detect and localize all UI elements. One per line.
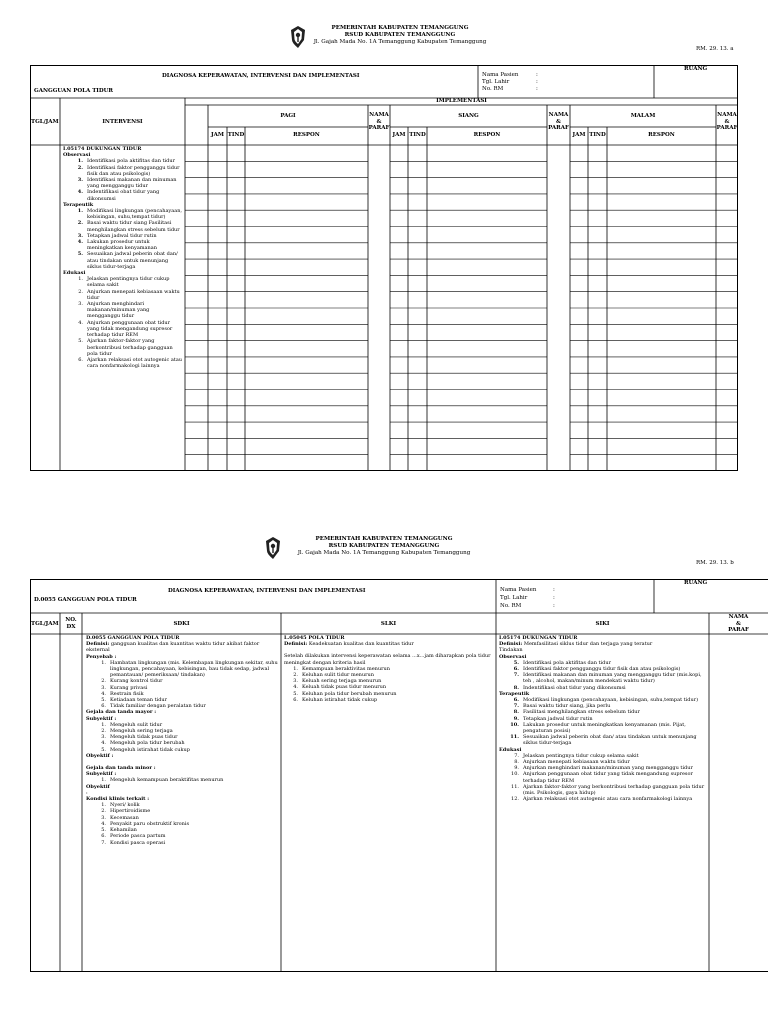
list-item-number: 4.	[101, 820, 106, 827]
slki-definition: Definisi: Keadekuatan kualitas dan kuantitas tidur	[284, 641, 414, 648]
list-item	[499, 672, 706, 684]
list-item-text: Keluah sering terjaga menurun	[302, 678, 382, 685]
col-nama-paraf-b: NAMA & PARAF	[728, 614, 749, 634]
list-item-text: Anjurkan penggunaan obat tidur yang tidak mengandung supresor terhadap tidur REM	[87, 319, 173, 339]
siki-observasi-heading: Observasi	[499, 653, 527, 660]
list-item-text: Kehamilan	[110, 827, 137, 834]
form-a-diagnosis: GANGGUAN POLA TIDUR	[34, 88, 114, 94]
col-no-dx: NO. DX	[65, 617, 77, 630]
list-item-text: Nyeri/ kolik	[110, 802, 140, 809]
list-item-number: 1.	[78, 276, 83, 283]
list-item-text: Fasilitasi menghilangkan stress sebelum tidur	[523, 709, 640, 716]
medical-record-colon-b: :	[553, 603, 555, 609]
birth-date-label: Tgl. Lahir	[482, 79, 510, 85]
list-item-number: 4.	[77, 239, 83, 246]
sdki-definition: Definisi: gangguan kualitas dan kuantitas waktu tidur akibat faktor eksternal	[86, 641, 260, 654]
list-item-number: 12.	[511, 796, 519, 803]
list-item-number: 7.	[513, 672, 519, 679]
list-item-text: Lakukan prosedur untuk meningkatkan kenyamanan	[87, 239, 157, 252]
list-item-number: 6.	[101, 703, 106, 710]
siang-tind: TIND	[409, 132, 426, 138]
list-item-text: Penyakit paru obstruktif kronis	[110, 820, 190, 827]
ruang-label: RUANG	[684, 66, 708, 72]
patient-name-label: Nama Pasien	[482, 72, 519, 78]
list-item-number: 1.	[101, 777, 106, 784]
siki-definition: Definisi: Memfasilitasi siklus tidur dan terjaga yang teratur	[499, 641, 653, 648]
list-item-text: Periode pasca partum	[110, 833, 166, 840]
list-item	[499, 771, 706, 783]
list-item-text: Jelaskan pentingnya tidur cukup selama sakit	[523, 752, 639, 759]
list-item-text: Mengeluh pola tidur berubah	[110, 740, 185, 747]
kriteria-list	[284, 666, 492, 703]
list-item-number: 3.	[293, 678, 298, 685]
list-item-text: Ajarkan faktor-faktor yang berkontribusi terhadap gangguan pola tidur (mis. Psikologis, gaya hidup)	[523, 783, 705, 797]
list-item-number: 8.	[513, 684, 519, 691]
list-item-text: Kurang kontrol tidur	[110, 678, 163, 685]
shift-malam: MALAM	[630, 113, 656, 119]
list-item-text: Identifikasi faktor pengganggu tidur fisik dan atau psikologis)	[87, 164, 180, 177]
list-item-number: 6.	[513, 697, 519, 704]
sdki-title: D.0055 GANGGUAN POLA TIDUR	[86, 635, 180, 641]
list-item-text: Indentifikasi obat tidur yang dikonsumsi	[523, 684, 626, 691]
malam-jam: JAM	[572, 132, 586, 138]
col-slki: SLKI	[380, 621, 397, 627]
siki-edukasi-heading: Edukasi	[499, 746, 522, 753]
intervention-title: I.05174 DUKUNGAN TIDUR	[63, 146, 142, 152]
list-item-text: Ajarkan relaksasi otot autogenic atau cara nonfarmakologi lainnya	[523, 796, 693, 803]
list-item	[499, 722, 706, 734]
col-sdki: SDKI	[173, 621, 190, 627]
list-item-text: Hambatan lingkungan (mis. Kelembapan lingkungan sekitar, suhu lingkungan, pencahayaan, kebisingan, bau tidak sedap, jadwal pemantauan/ pemeriksaan/ tindakan)	[110, 659, 278, 679]
siki-content	[499, 635, 706, 802]
birth-date-label-b: Tgl. Lahir	[500, 595, 528, 601]
kondisi-heading: Kondisi klinis terkait :	[86, 796, 150, 803]
medical-record-label-b: No. RM	[500, 603, 522, 609]
list-item-text: Sesuaikan jadwal peberin obat dan/ atau tindakan untuk menunjang siklus tidur-terjaga	[87, 251, 178, 270]
list-item-text: Anjurkan menepati kebiasaan waktu tidur	[523, 759, 630, 766]
list-item-text: Mengeluh sering terjaga	[110, 728, 173, 735]
minor-objektif-colon: :	[86, 789, 88, 796]
list-item-number: 5.	[78, 338, 83, 345]
list-item-number: 2.	[77, 220, 83, 227]
medical-record-label: No. RM	[482, 86, 504, 92]
list-item-number: 5.	[513, 659, 519, 666]
list-item-text: Modifikasi lingkungan (pencahayaan, kebisingan, suhu,tempat tidur)	[87, 208, 183, 221]
pagi-tind: TIND	[227, 132, 245, 138]
list-item-number: 2.	[77, 164, 83, 171]
list-item-text: Identifikasi makanan dan minuman yang mengganggu tidur (mis.kopi, teh , alcohol, makan/minum mendekati waktu tidur)	[523, 672, 702, 685]
tindakan-heading: Tindakan	[499, 647, 523, 654]
list-item-text: Mengeluh istirahat tidak cukup	[110, 746, 190, 753]
list-item-number: 10.	[510, 721, 519, 728]
list-item-number: 2.	[101, 728, 106, 735]
list-item-text: Tetapkan jadwal tidur rutin	[523, 715, 593, 722]
list-item-text: Mengeluh tidak puas tidur	[110, 734, 178, 741]
list-item-text: Anjurkan menghindari makanan/minuman yang mengganggu tidur	[523, 765, 693, 772]
list-item-number: 3.	[101, 684, 106, 691]
list-item	[86, 660, 278, 679]
list-item-text: Mengeluh kemampuan beraktifitas menurun	[110, 777, 224, 784]
hospital-address-b: Jl. Gajah Mada No. 1A Temanggung Kabupaten Temanggung	[297, 550, 471, 556]
mayor-heading: Gejala dan tanda mayor :	[86, 709, 157, 716]
list-item-number: 4.	[77, 189, 83, 196]
form-b-title: DIAGNOSA KEPERAWATAN, INTERVENSI DAN IMPLEMENTASI	[168, 588, 366, 594]
list-item-text: Indentifikasi obat tidur yang dikonsumsi	[87, 189, 160, 202]
list-item-number: 8.	[514, 759, 519, 766]
list-item-text: Anjurkan menghindari makanan/minuman yang mengganggu tidur	[87, 301, 150, 320]
birth-date-colon: :	[536, 79, 538, 85]
sdki-content	[86, 635, 278, 846]
list-item-text: Identifikasi pola aktifitas dan tidur	[87, 158, 175, 165]
list-item-number: 5.	[77, 251, 83, 258]
list-item-number: 9.	[514, 765, 519, 772]
list-item-text: Tetapkan jadwal tidur rutin	[87, 232, 157, 239]
list-item-number: 1.	[77, 158, 83, 165]
pagi-nama-paraf: NAMA & PARAF	[368, 112, 390, 132]
list-item	[284, 697, 492, 703]
penyebab-heading: Penyebab :	[86, 653, 117, 660]
siki-edukasi-list	[499, 753, 706, 803]
list-item-text: Keluah tidak puas tidur menurun	[302, 684, 387, 691]
list-item-number: 2.	[101, 808, 106, 815]
list-item-number: 1.	[77, 208, 83, 215]
siki-terapeutik-heading: Terapeutik	[499, 690, 530, 697]
list-item-number: 6.	[101, 833, 106, 840]
list-item-number: 1.	[101, 802, 106, 809]
mayor-subjektif-list	[86, 722, 278, 753]
list-item-number: 10.	[511, 771, 519, 778]
patient-name-colon: :	[536, 72, 538, 78]
list-item-text: Keluhan sulit tidur menurun	[302, 672, 374, 679]
list-item-text: Jelaskan pentingnya tidur cukup selama sakit	[87, 276, 170, 289]
kondisi-list	[86, 802, 278, 845]
form-code: RM. 29. 13. a	[696, 46, 734, 52]
list-item-number: 1.	[101, 659, 106, 666]
list-item-number: 7.	[101, 839, 106, 846]
list-item-number: 4.	[101, 690, 106, 697]
list-item-number: 8.	[513, 709, 519, 716]
list-item-number: 3.	[101, 814, 106, 821]
list-item-number: 3.	[78, 301, 83, 308]
penyebab-list	[86, 660, 278, 710]
list-item-text: Ajarkan faktor-faktor yang berkontribusi terhadap gangguan pola tidur	[87, 338, 173, 357]
form-code-b: RM. 29. 13. b	[696, 560, 734, 566]
list-item-text: Ajarkan relaksasi otot autogenic atau cara nonfarmakologi lainnya	[87, 356, 183, 370]
list-item-number: 9.	[513, 715, 519, 722]
list-item-text: Kemampuan beraktivitas menurun	[302, 665, 390, 672]
col-siki: SIKI	[595, 621, 610, 627]
edukasi-heading: Edukasi	[63, 270, 86, 277]
list-item-text: Identifikasi pola aktifitas dan tidur	[523, 659, 611, 666]
minor-heading: Gejala dan tanda minor :	[86, 765, 156, 772]
list-item-number: 2.	[78, 288, 83, 295]
gov-name: PEMERINTAH KABUPATEN TEMANGGUNG	[331, 25, 469, 31]
gov-name-b: PEMERINTAH KABUPATEN TEMANGGUNG	[315, 536, 453, 542]
list-item-text: Identifikasi makanan dan minuman yang mengganggu tidur	[87, 177, 177, 190]
list-item-text: Tidak familiar dengan peralatan tidur	[110, 703, 206, 710]
hospital-address: Jl. Gajah Mada No. 1A Temanggung Kabupaten Temanggung	[313, 39, 487, 45]
form-a-title: DIAGNOSA KEPERAWATAN, INTERVENSI DAN IMPLEMENTASI	[162, 73, 360, 79]
mayor-subjektif-heading: Subyektif :	[86, 715, 117, 722]
terapeutik-heading: Terapeutik	[63, 201, 94, 208]
implementasi-header: IMPLEMENTASI	[436, 98, 487, 104]
slki-title: L.05045 POLA TIDUR	[284, 635, 345, 641]
list-item-number: 1.	[101, 721, 106, 728]
siki-observasi-list	[499, 660, 706, 691]
list-item-text: Kecemasan	[110, 814, 139, 821]
observasi-heading: Observasi	[63, 152, 91, 159]
list-item-number: 4.	[101, 740, 106, 747]
shift-pagi: PAGI	[280, 113, 296, 119]
slki-content	[284, 635, 492, 703]
list-item-number: 7.	[514, 752, 519, 759]
siang-nama-paraf: NAMA & PARAF	[548, 112, 569, 132]
list-item-number: 5.	[101, 697, 106, 704]
siang-jam: JAM	[392, 132, 406, 138]
shift-siang: SIANG	[458, 113, 479, 119]
list-item-number: 2.	[293, 672, 298, 679]
list-item-text: Restrain fisik	[110, 690, 144, 697]
patient-name-colon-b: :	[553, 587, 555, 593]
list-item-number: 3.	[101, 734, 106, 741]
list-item-number: 5.	[101, 746, 106, 753]
list-item-number: 3.	[77, 177, 83, 184]
list-item-text: Kondisi pasca operasi	[110, 839, 166, 846]
malam-respon: RESPON	[648, 132, 675, 138]
medical-record-colon: :	[536, 86, 538, 92]
minor-objektif-heading: Obyektif	[86, 783, 110, 790]
list-item-text: Keluhan istirahat tidak cukup	[302, 696, 378, 703]
siang-respon: RESPON	[473, 132, 501, 138]
list-item	[499, 784, 706, 796]
patient-name-label-b: Nama Pasien	[500, 587, 537, 593]
form-b-diagnosis: D.0055 GANGGUAN POLA TIDUR	[34, 597, 137, 603]
list-item-number: 1.	[293, 665, 298, 672]
list-item-number: 6.	[293, 696, 298, 703]
list-item-text: Ketiadaan teman tidur	[110, 697, 168, 704]
hospital-name: RSUD KABUPATEN TEMANGGUNG	[344, 32, 456, 38]
list-item-text: Mengeluh sulit tidur	[110, 721, 163, 728]
siki-terapeutik-list	[499, 697, 706, 747]
list-item-number: 4.	[293, 684, 298, 691]
list-item-number: 5.	[293, 690, 298, 697]
list-item-text: Kurang privasi	[110, 684, 148, 691]
mayor-objektif-heading: Obyektif :	[86, 752, 114, 759]
list-item-number: 11.	[511, 783, 519, 790]
list-item	[499, 796, 706, 802]
ruang-label-b: RUANG	[684, 580, 708, 586]
list-item-text: Lakukan prosedur untuk meningkatkan kenyamanan (mis. Pijat, pengaturan posisi)	[523, 721, 686, 735]
list-item-text: Keluhan pola tidur berubah menurun	[302, 690, 397, 697]
list-item-number: 3.	[77, 232, 83, 239]
list-item-text: Basai waktu tidur siang Fasilitasi menghilangkan stress sebelum tidur	[87, 220, 180, 233]
list-item-number: 7.	[513, 703, 519, 710]
col-intervensi: INTERVENSI	[102, 119, 143, 125]
list-item-number: 11.	[510, 734, 519, 741]
list-item-number: 5.	[101, 827, 106, 834]
list-item-text: Identifikasi faktor pengganggu tidur fisik dan atau psikologis)	[523, 666, 681, 673]
malam-tind: TIND	[589, 132, 606, 138]
birth-date-colon-b: :	[553, 595, 555, 601]
pagi-respon: RESPON	[293, 132, 320, 138]
list-item-number: 4.	[78, 319, 83, 326]
slki-intro: Setelah dilakukan intervensi keperawatan selama ...x...jam diharapkan pola tidur meningkat dengan kriteria hasil	[284, 653, 491, 666]
list-item-text: Hipertiroidisme	[110, 808, 151, 815]
list-item-number: 2.	[101, 678, 106, 685]
minor-subjektif-heading: Subyektif :	[86, 771, 117, 778]
list-item-text: Modifikasi lingkungan (pencahayaan, kebisingan, suhu,tempat tidur)	[523, 697, 699, 704]
siki-title: I.05174 DUKUNGAN TIDUR	[499, 635, 578, 641]
list-item-number: 6.	[513, 666, 519, 673]
malam-nama-paraf: NAMA & PARAF	[716, 112, 738, 132]
list-item-number: 6.	[78, 356, 83, 363]
col-date-time-b: TGL/JAM	[31, 621, 59, 627]
col-date-time: TGL/JAM	[31, 119, 59, 125]
hospital-name-b: RSUD KABUPATEN TEMANGGUNG	[328, 543, 440, 549]
list-item-text: Anjurkan penggunaan obat tidur yang tidak mengandung supresor terhadap tidur REM	[523, 771, 693, 784]
list-item-text: Anjurkan menepati kebiasaan waktu tidur	[87, 288, 180, 301]
list-item	[86, 840, 278, 846]
pagi-jam: JAM	[211, 132, 224, 138]
list-item-text: Sesuaikan jadwal peberin obat dan/ atau tindakan untuk menunjang siklus tidur-terjaga	[523, 734, 697, 747]
list-item-text: Basai waktu tidur siang, jika perlu	[523, 703, 611, 710]
list-item	[499, 734, 706, 746]
